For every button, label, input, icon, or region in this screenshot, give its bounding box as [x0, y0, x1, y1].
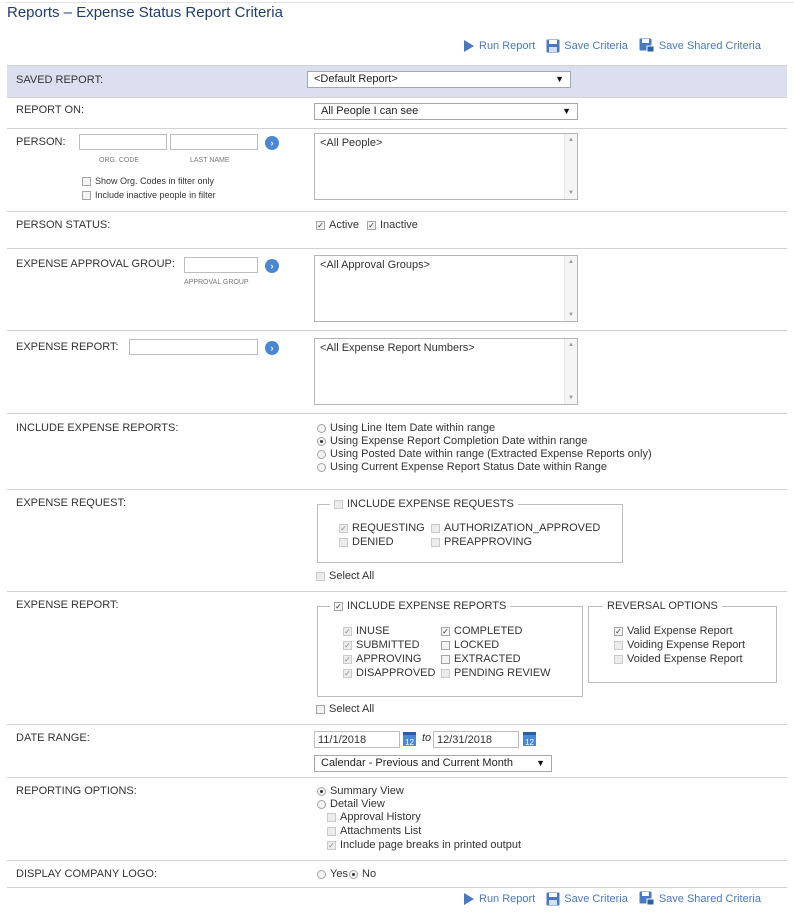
request-select-all-label: Select All — [329, 570, 375, 582]
expense-report-status-fieldset — [317, 606, 583, 697]
checkbox-checked[interactable]: ✓ — [344, 626, 351, 636]
radio-button[interactable] — [317, 450, 326, 459]
saved-report-label: SAVED REPORT: — [16, 74, 104, 86]
checkbox-box[interactable] — [431, 524, 440, 533]
approval-history-checkbox[interactable] — [327, 811, 421, 823]
save-criteria-label: Save Criteria — [564, 39, 628, 52]
listbox-scrollbar[interactable] — [564, 339, 577, 404]
include-expense-reports-label: INCLUDE EXPENSE REPORTS — [347, 600, 507, 612]
active-label: Active — [329, 219, 359, 231]
detail-view-radio[interactable] — [317, 798, 385, 810]
page-title: Reports – Expense Status Report Criteria — [7, 4, 283, 21]
include-expense-requests-checkbox[interactable] — [330, 498, 518, 510]
scroll-down-icon[interactable]: ▼ — [568, 395, 574, 401]
checkbox-checked[interactable]: ✓ — [344, 640, 351, 650]
authorization-approved-checkbox[interactable] — [431, 522, 600, 534]
org-code-sublabel: ORG. CODE — [99, 157, 140, 164]
person-listbox[interactable] — [314, 133, 578, 200]
attachments-list-checkbox[interactable] — [327, 825, 421, 837]
floppy-disk-icon — [546, 39, 560, 53]
logo-yes-label: Yes — [330, 868, 348, 880]
logo-yes-radio[interactable] — [317, 868, 348, 880]
expense-report-listbox[interactable] — [314, 338, 578, 405]
date-to-label: to — [422, 732, 432, 744]
submitted-label: SUBMITTED — [356, 639, 420, 651]
approval-group-input[interactable] — [184, 257, 258, 273]
status-date-label: Using Current Expense Report Status Date within Range — [330, 461, 607, 473]
checkbox-checked[interactable]: ✓ — [317, 220, 324, 230]
radio-button-selected[interactable] — [317, 787, 326, 796]
approving-label: APPROVING — [356, 653, 422, 665]
preapproving-checkbox[interactable] — [431, 536, 532, 548]
person-label: PERSON: — [16, 136, 66, 148]
checkbox-box[interactable] — [614, 641, 623, 650]
listbox-scrollbar[interactable] — [564, 256, 577, 321]
detail-view-label: Detail View — [330, 798, 385, 810]
include-reports-label: INCLUDE EXPENSE REPORTS: — [16, 422, 179, 434]
report-on-value: All People I can see — [321, 105, 419, 117]
preapproving-label: PREAPPROVING — [444, 536, 533, 548]
logo-no-radio[interactable] — [349, 868, 376, 880]
reporting-options-label: REPORTING OPTIONS: — [16, 785, 137, 797]
completion-date-radio[interactable] — [317, 435, 587, 447]
date-range-label: DATE RANGE: — [16, 732, 90, 744]
active-checkbox[interactable] — [316, 219, 359, 231]
line-item-date-label: Using Line Item Date within range — [330, 422, 496, 434]
org-code-input[interactable] — [79, 134, 167, 150]
checkbox-checked[interactable]: ✓ — [344, 668, 351, 678]
checkbox-box[interactable] — [327, 827, 336, 836]
posted-date-radio[interactable] — [317, 448, 652, 460]
checkbox-checked[interactable]: ✓ — [368, 220, 375, 230]
run-report-button[interactable] — [463, 39, 535, 53]
top-action-bar — [463, 38, 772, 53]
checkbox-box[interactable] — [339, 538, 348, 547]
extracted-checkbox[interactable] — [441, 653, 521, 665]
denied-checkbox[interactable] — [339, 536, 394, 548]
run-report-button[interactable] — [463, 892, 535, 906]
checkbox-box[interactable] — [327, 813, 336, 822]
date-preset-value: Calendar - Previous and Current Month — [321, 757, 513, 769]
calendar-from-icon[interactable]: 12 — [403, 732, 416, 746]
person-list-item[interactable]: <All People> — [320, 137, 383, 149]
inuse-label: INUSE — [356, 625, 390, 637]
calendar-to-icon[interactable]: 12 — [523, 732, 536, 746]
dropdown-arrow-icon: ▼ — [555, 74, 564, 84]
approval-history-label: Approval History — [340, 811, 421, 823]
report-select-all-label: Select All — [329, 703, 375, 715]
logo-no-label: No — [362, 868, 377, 880]
approving-checkbox[interactable] — [343, 653, 421, 665]
dropdown-arrow-icon: ▼ — [562, 106, 571, 116]
summary-view-radio[interactable] — [317, 785, 404, 797]
expense-report-filter-label: EXPENSE REPORT: — [16, 341, 119, 353]
line-item-date-radio[interactable] — [317, 422, 495, 434]
checkbox-box[interactable] — [614, 655, 623, 664]
saved-report-select[interactable] — [307, 71, 571, 88]
listbox-scrollbar[interactable] — [564, 134, 577, 199]
show-org-codes-checkbox[interactable] — [82, 176, 214, 186]
checkbox-box[interactable] — [316, 572, 325, 581]
voiding-report-checkbox[interactable] — [614, 639, 745, 651]
expense-request-label: EXPENSE REQUEST: — [16, 497, 127, 509]
save-shared-criteria-button[interactable] — [639, 891, 761, 906]
scroll-up-icon[interactable]: ▲ — [568, 259, 574, 265]
voiding-report-label: Voiding Expense Report — [627, 639, 746, 651]
pending-review-label: PENDING REVIEW — [454, 667, 551, 679]
denied-label: DENIED — [352, 536, 394, 548]
valid-report-checkbox[interactable] — [614, 625, 733, 637]
person-go-button[interactable] — [265, 136, 279, 150]
disapproved-checkbox[interactable] — [343, 667, 435, 679]
date-to-input[interactable]: 12/31/2018 — [433, 731, 519, 748]
approval-group-go-button[interactable] — [265, 259, 279, 273]
checkbox-checked[interactable]: ✓ — [335, 601, 342, 611]
completed-label: COMPLETED — [454, 625, 523, 637]
inactive-checkbox[interactable] — [367, 219, 418, 231]
shared-floppy-icon — [639, 891, 655, 906]
locked-checkbox[interactable] — [441, 639, 499, 651]
posted-date-label: Using Posted Date within range (Extracted Expense Reports only) — [330, 448, 652, 460]
checkbox-box[interactable] — [82, 177, 91, 186]
shared-floppy-icon — [639, 38, 655, 53]
checkbox-box[interactable] — [441, 669, 450, 678]
approval-group-listbox[interactable] — [314, 255, 578, 322]
run-report-label: Run Report — [479, 892, 536, 905]
expense-report-number-input[interactable] — [129, 339, 258, 355]
expense-report-list-item[interactable]: <All Expense Report Numbers> — [320, 342, 475, 354]
approval-group-sublabel: APPROVAL GROUP — [184, 279, 249, 286]
inuse-checkbox[interactable] — [343, 625, 390, 637]
radio-button[interactable] — [317, 463, 326, 472]
date-from-input[interactable]: 11/1/2018 — [314, 731, 400, 748]
report-on-select[interactable] — [314, 103, 578, 120]
inactive-label: Inactive — [380, 219, 418, 231]
chevron-right-icon: › — [270, 261, 274, 271]
scroll-up-icon[interactable]: ▲ — [568, 137, 574, 143]
radio-button[interactable] — [317, 870, 326, 879]
save-criteria-button[interactable] — [546, 39, 628, 53]
top-divider — [5, 2, 794, 3]
scroll-up-icon[interactable]: ▲ — [568, 342, 574, 348]
request-select-all-checkbox[interactable] — [316, 570, 374, 582]
valid-report-label: Valid Expense Report — [627, 625, 733, 637]
page-breaks-checkbox[interactable] — [327, 839, 521, 851]
checkbox-box[interactable] — [82, 191, 91, 200]
save-shared-criteria-label: Save Shared Criteria — [658, 892, 761, 905]
chevron-right-icon: › — [270, 343, 274, 353]
save-shared-criteria-label: Save Shared Criteria — [658, 39, 761, 52]
include-expense-requests-label: INCLUDE EXPENSE REQUESTS — [347, 498, 514, 510]
disapproved-label: DISAPPROVED — [356, 667, 436, 679]
last-name-input[interactable] — [170, 134, 258, 150]
completion-date-label: Using Expense Report Completion Date within range — [330, 435, 588, 447]
chevron-right-icon: › — [270, 138, 274, 148]
authorization-approved-label: AUTHORIZATION_APPROVED — [444, 522, 601, 534]
checkbox-checked[interactable]: ✓ — [340, 523, 347, 533]
radio-button[interactable] — [317, 800, 326, 809]
bottom-action-bar — [463, 891, 772, 906]
pending-review-checkbox[interactable] — [441, 667, 551, 679]
save-criteria-label: Save Criteria — [564, 892, 628, 905]
extracted-label: EXTRACTED — [454, 653, 521, 665]
dropdown-arrow-icon: ▼ — [536, 758, 545, 768]
date-preset-select[interactable] — [314, 755, 552, 772]
save-criteria-button[interactable] — [546, 892, 628, 906]
summary-view-label: Summary View — [330, 785, 404, 797]
radio-button-selected[interactable] — [317, 437, 326, 446]
voided-report-label: Voided Expense Report — [627, 653, 743, 665]
submitted-checkbox[interactable] — [343, 639, 420, 651]
report-on-label: REPORT ON: — [16, 104, 85, 116]
scroll-down-icon[interactable]: ▼ — [568, 190, 574, 196]
company-logo-label: DISPLAY COMPANY LOGO: — [16, 868, 158, 880]
checkbox-checked[interactable]: ✓ — [615, 626, 622, 636]
approval-group-label: EXPENSE APPROVAL GROUP: — [16, 258, 175, 270]
person-status-label: PERSON STATUS: — [16, 219, 111, 231]
radio-button[interactable] — [317, 424, 326, 433]
checkbox-box[interactable] — [334, 500, 343, 509]
checkbox-box[interactable] — [431, 538, 440, 547]
locked-label: LOCKED — [454, 639, 500, 651]
checkbox-checked[interactable]: ✓ — [328, 840, 335, 850]
save-shared-criteria-button[interactable] — [639, 38, 761, 53]
show-org-codes-label: Show Org. Codes in filter only — [95, 176, 215, 186]
checkbox-box[interactable] — [441, 641, 450, 650]
approval-group-list-item[interactable]: <All Approval Groups> — [320, 259, 431, 271]
checkbox-box[interactable] — [316, 705, 325, 714]
page-breaks-label: Include page breaks in printed output — [340, 839, 522, 851]
report-select-all-checkbox[interactable] — [316, 703, 374, 715]
play-icon — [463, 892, 475, 906]
completed-checkbox[interactable] — [441, 625, 522, 637]
status-date-radio[interactable] — [317, 461, 607, 473]
saved-report-value: <Default Report> — [314, 73, 398, 85]
checkbox-box[interactable] — [441, 655, 450, 664]
attachments-list-label: Attachments List — [340, 825, 422, 837]
checkbox-checked[interactable]: ✓ — [344, 654, 351, 664]
requesting-checkbox[interactable] — [339, 522, 425, 534]
floppy-disk-icon — [546, 892, 560, 906]
include-inactive-label: Include inactive people in filter — [95, 190, 216, 200]
play-icon — [463, 39, 475, 53]
expense-report-go-button[interactable] — [265, 341, 279, 355]
expense-report-status-label: EXPENSE REPORT: — [16, 599, 119, 611]
include-expense-reports-checkbox[interactable] — [330, 600, 510, 612]
reversal-options-legend: REVERSAL OPTIONS — [603, 600, 722, 612]
scroll-down-icon[interactable]: ▼ — [568, 312, 574, 318]
radio-button-selected[interactable] — [349, 870, 358, 879]
voided-report-checkbox[interactable] — [614, 653, 743, 665]
include-inactive-checkbox[interactable] — [82, 190, 216, 200]
checkbox-checked[interactable]: ✓ — [442, 626, 449, 636]
last-name-sublabel: LAST NAME — [190, 157, 230, 164]
run-report-label: Run Report — [479, 39, 536, 52]
requesting-label: REQUESTING — [352, 522, 425, 534]
